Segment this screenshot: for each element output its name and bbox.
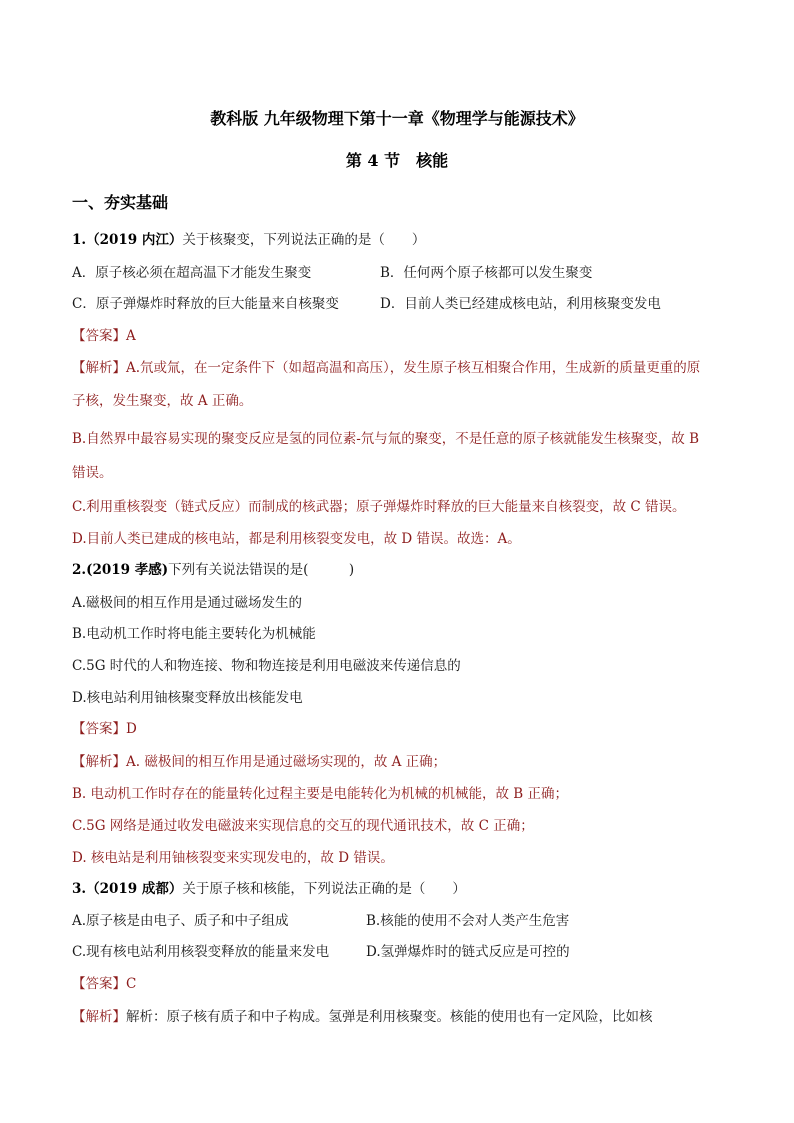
option-b: B．任何两个原子核都可以发生聚变 [380, 265, 593, 281]
analysis-text: D. 核电站是利用铀核裂变来实现发电的，故 D 错误。 [72, 850, 394, 866]
option-a: A.原子核是由电子、质子和中子组成 [72, 913, 289, 929]
question-text: 下列有关说法错误的是( ) [168, 562, 355, 578]
answer-tag: 【答案】 [72, 721, 126, 737]
analysis-text: D.目前人类已建成的核电站，都是利用核裂变发电，故 D 错误。故选：A。 [72, 531, 521, 547]
question-number: 2.(2019 孝感) [72, 562, 169, 578]
answer-value: A [126, 328, 136, 344]
question-text: 关于核聚变，下列说法正确的是（ ） [182, 232, 426, 248]
option-c: C.5G 时代的人和物连接、物和物连接是利用电磁波来传递信息的 [72, 658, 461, 674]
question-1-stem [72, 228, 425, 248]
option-d: D.核电站利用铀核聚变释放出核能发电 [72, 690, 303, 706]
document-title: 教科版 九年级物理下第十一章《物理学与能源技术》 [210, 109, 584, 128]
question-text: 关于原子核和核能，下列说法正确的是（ ） [182, 881, 466, 897]
option-b: B.核能的使用不会对人类产生危害 [366, 913, 570, 929]
analysis-tag: 【解析】 [72, 360, 126, 376]
option-b: B.电动机工作时将电能主要转化为机械能 [72, 626, 316, 642]
analysis-text: 错误。 [72, 465, 113, 481]
option-a: A．原子核必须在超高温下才能发生聚变 [72, 265, 312, 281]
option-c: C．原子弹爆炸时释放的巨大能量来自核聚变 [72, 296, 339, 312]
question-number: 1.（2019 内江） [72, 232, 183, 248]
question-2-stem [72, 558, 354, 578]
section-subtitle: 第 4 节 核能 [345, 151, 449, 170]
option-d: D．目前人类已经建成核电站，利用核聚变发电 [380, 296, 661, 312]
analysis-text: 子核，发生聚变，故 A 正确。 [72, 393, 253, 409]
analysis-text: A. 磁极间的相互作用是通过磁场实现的，故 A 正确； [126, 754, 447, 770]
answer-value: C [126, 976, 137, 992]
answer-line [72, 324, 136, 344]
answer-line [72, 717, 137, 737]
analysis-tag: 【解析】 [72, 754, 126, 770]
analysis-line [72, 1005, 653, 1025]
analysis-line [72, 750, 446, 770]
analysis-text: B.自然界中最容易实现的聚变反应是氢的同位素-氘与氚的聚变，不是任意的原子核就能发生核聚变，故 B [72, 431, 699, 447]
analysis-text: C.5G 网络是通过收发电磁波来实现信息的交互的现代通讯技术，故 C 正确； [72, 818, 534, 834]
analysis-text: C.利用重核裂变（链式反应）而制成的核武器；原子弹爆炸时释放的巨大能量来自核裂变，故 C 错误。 [72, 499, 686, 515]
answer-value: D [126, 721, 137, 737]
question-number: 3.（2019 成都） [72, 881, 183, 897]
analysis-text: A.氘或氚，在一定条件下（如超高温和高压），发生原子核互相聚合作用，生成新的质量更重的原 [126, 360, 701, 376]
option-a: A.磁极间的相互作用是通过磁场发生的 [72, 595, 303, 611]
analysis-line [72, 356, 700, 376]
option-c: C.现有核电站利用核裂变释放的能量来发电 [72, 944, 330, 960]
section-heading: 一、夯实基础 [72, 193, 169, 212]
option-d: D.氢弹爆炸时的链式反应是可控的 [366, 944, 570, 960]
answer-tag: 【答案】 [72, 328, 126, 344]
answer-tag: 【答案】 [72, 976, 126, 992]
analysis-text: B. 电动机工作时存在的能量转化过程主要是电能转化为机械的机械能，故 B 正确； [72, 786, 569, 802]
answer-line [72, 972, 136, 992]
question-3-stem [72, 877, 466, 897]
analysis-tag: 【解析】 [72, 1009, 126, 1025]
analysis-text: 解析：原子核有质子和中子构成。氢弹是利用核聚变。核能的使用也有一定风险，比如核 [126, 1009, 653, 1025]
